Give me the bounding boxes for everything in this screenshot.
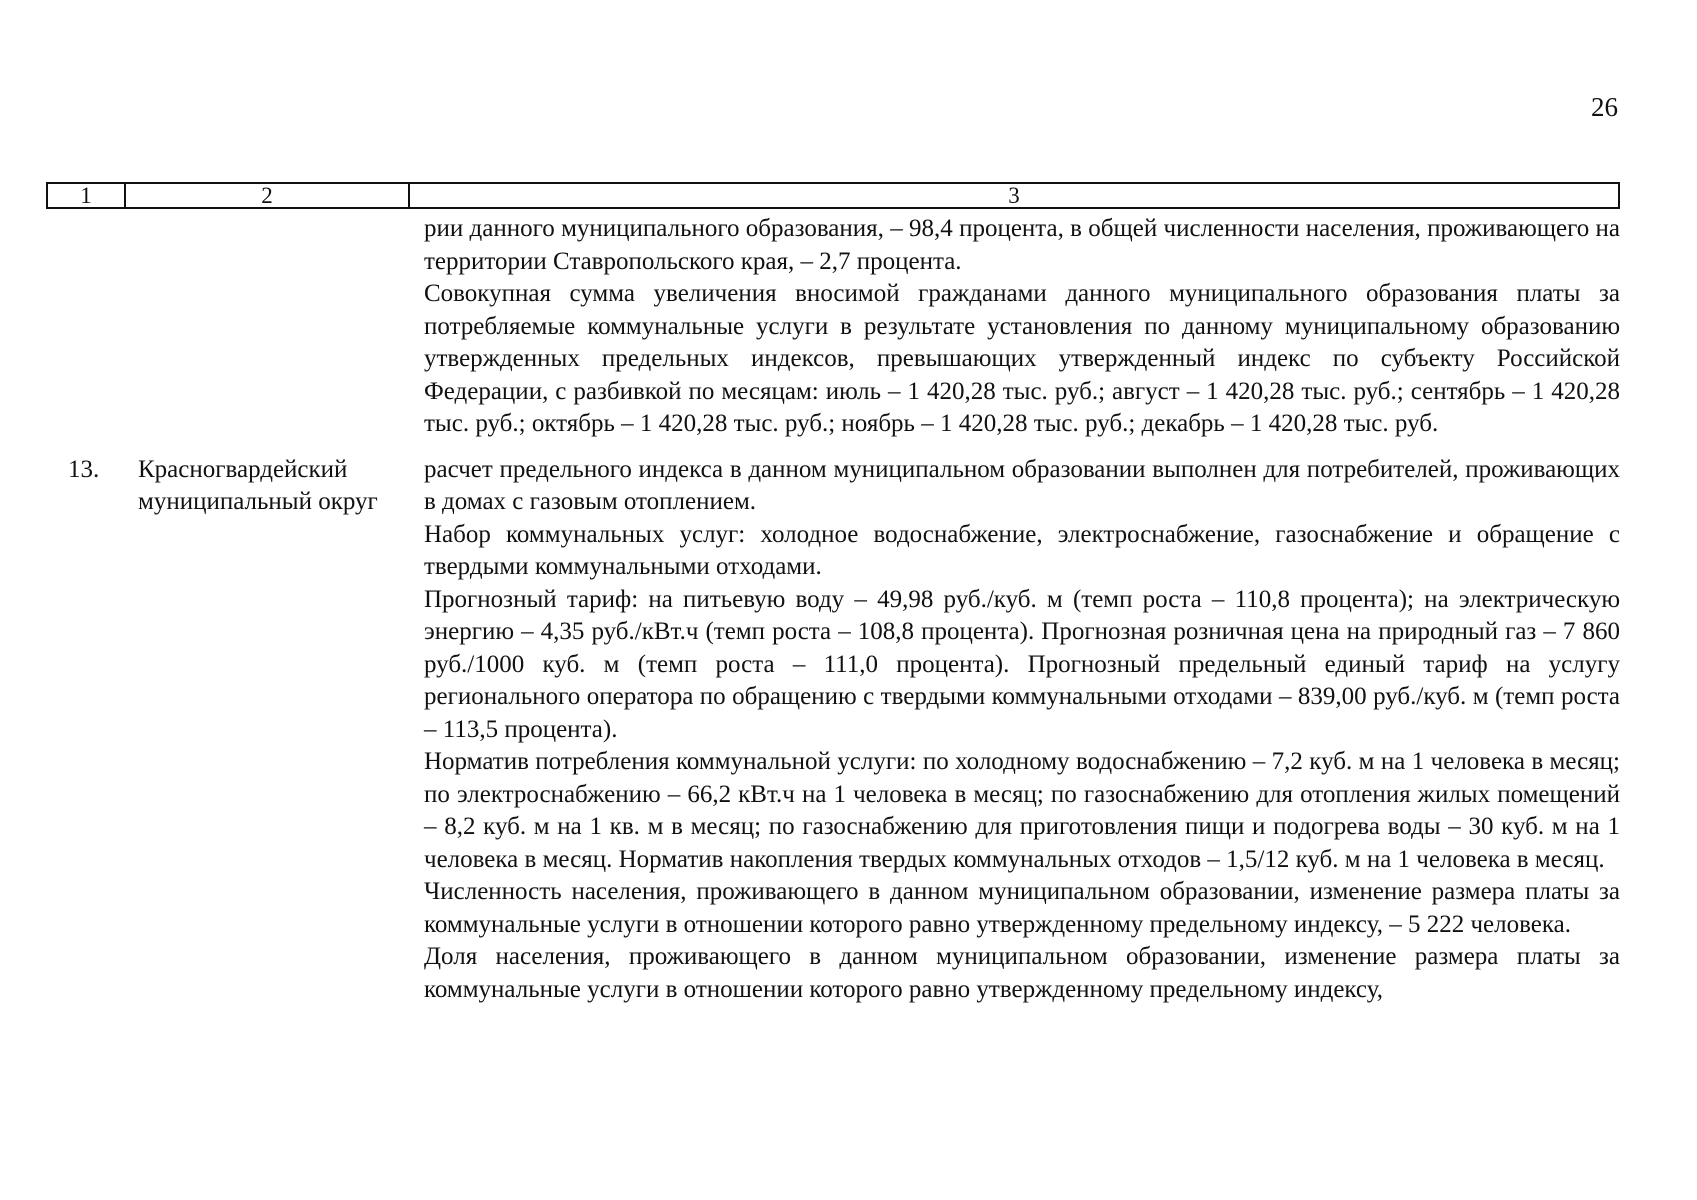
- row-description: [424, 213, 1620, 441]
- table-header-col-3: 3: [1008, 183, 1020, 208]
- table-header-row: [46, 182, 1620, 209]
- table-body: [46, 213, 1620, 1006]
- paragraph: Прогнозный тариф: на питьевую воду – 49,98 руб./куб. м (темп роста – 110,8 процента); на электрическую энергию – 4,35 руб./кВт.ч (темп роста – 108,8 процента). Прогнозная розничная цена на природный газ – 7 860 руб./1000 куб. м (темп роста – 111,0 процента). Прогнозный предельный единый тариф на услугу регионального оператора по обращению с твердыми коммунальными отходами – 839,00 руб./куб. м (темп роста – 113,5 процента).: [424, 585, 1620, 743]
- paragraph: рии данного муниципального образования, – 98,4 процента, в общей численности населения, проживающего на территории Ставропольского края, – 2,7 процента.: [424, 215, 1620, 275]
- paragraph: Численность населения, проживающего в данном муниципальном образовании, изменение размера платы за коммунальные услуги в отношении которого равно утвержденному предельному индексу, – 5 222 человека.: [424, 878, 1620, 938]
- table-header-col-2: 2: [126, 184, 410, 207]
- row-number: 13.: [68, 455, 100, 483]
- row-number: [46, 213, 138, 441]
- row-description: [424, 454, 1620, 1007]
- paragraph: Доля населения, проживающего в данном муниципальном образовании, изменение размера платы за коммунальные услуги в отношении которого равно утвержденному предельному индексу,: [424, 943, 1620, 1003]
- paragraph: Совокупная сумма увеличения вносимой гражданами данного муниципального образования платы за потребляемые коммунальные услуги в результате установления по данному муниципальному образованию утвержденных предельных индексов, превышающих утвержденный индекс по субъекту Российской Федерации, с разбивкой по месяцам: июль – 1 420,28 тыс. руб.; август – 1 420,28 тыс. руб.; сентябрь – 1 420,28 тыс. руб.; октябрь – 1 420,28 тыс. руб.; ноябрь – 1 420,28 тыс. руб.; декабрь – 1 420,28 тыс. руб.: [424, 280, 1620, 437]
- municipality-name: [138, 213, 424, 441]
- municipality-name: Красногвардейский муниципальный округ: [138, 455, 378, 515]
- paragraph: расчет предельного индекса в данном муниципальном образовании выполнен для потребителей, проживающих в домах с газовым отоплением.: [424, 455, 1620, 515]
- page-number: 26: [1591, 92, 1618, 122]
- paragraph: Набор коммунальных услуг: холодное водоснабжение, электроснабжение, газоснабжение и обращение с твердыми коммунальными отходами.: [424, 520, 1620, 580]
- table-row: [46, 454, 1620, 1007]
- table-header-col-1: 1: [48, 184, 126, 207]
- table-row: [46, 213, 1620, 441]
- paragraph: Норматив потребления коммунальной услуги: по холодному водоснабжению – 7,2 куб. м на 1 человека в месяц; по электроснабжению – 66,2 кВт.ч на 1 человека в месяц; по газоснабжению для отопления жилых помещений – 8,2 куб. м на 1 кв. м в месяц; по газоснабжению для приготовления пищи и подогрева воды – 30 куб. м на 1 человека в месяц. Норматив накопления твердых коммунальных отходов – 1,5/12 куб. м на 1 человека в месяц.: [424, 748, 1620, 873]
